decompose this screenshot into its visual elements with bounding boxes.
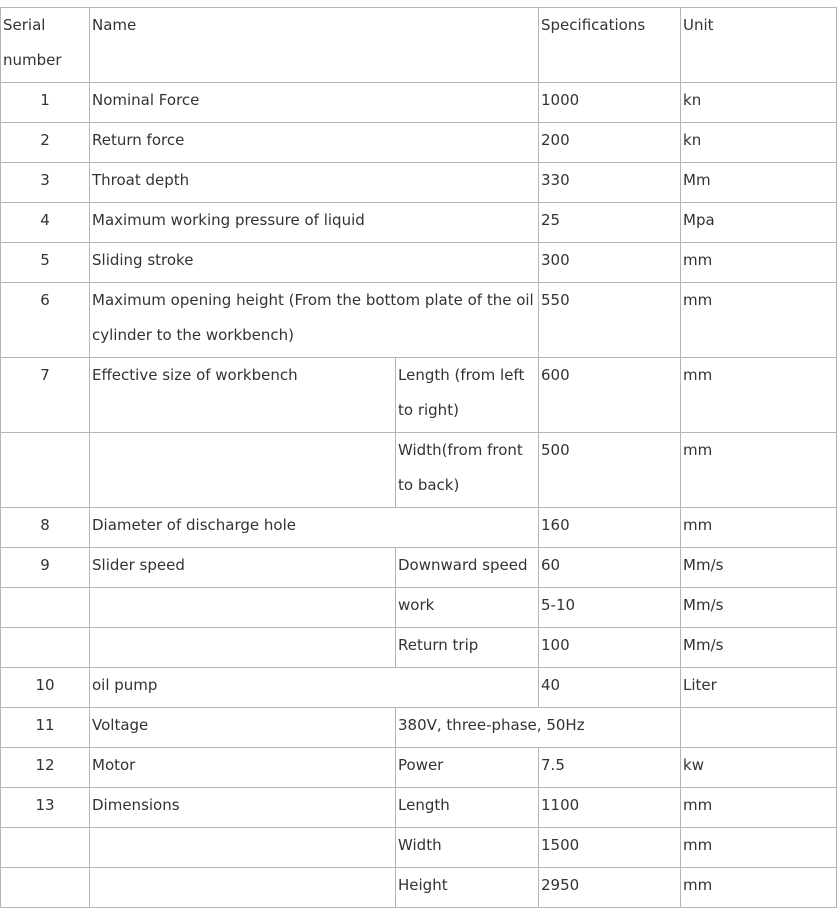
spec-cell: 2950 — [539, 868, 681, 908]
name-cell: Slider speed — [90, 548, 396, 588]
name-cell: Diameter of discharge hole — [90, 508, 539, 548]
unit-cell: mm — [681, 283, 837, 358]
unit-cell: mm — [681, 788, 837, 828]
table-row — [1, 868, 837, 908]
unit-cell: mm — [681, 243, 837, 283]
name-cell: oil pump — [90, 668, 539, 708]
spec-cell: 7.5 — [539, 748, 681, 788]
header-specifications: Specifications — [539, 8, 681, 83]
serial-cell: 5 — [1, 243, 90, 283]
table-row — [1, 548, 837, 588]
name-cell: Effective size of workbench — [90, 358, 396, 433]
sub-item-cell: Width(from front to back) — [396, 433, 539, 508]
unit-cell: Mm/s — [681, 628, 837, 668]
serial-cell: 12 — [1, 748, 90, 788]
spec-cell: 160 — [539, 508, 681, 548]
unit-cell: mm — [681, 508, 837, 548]
name-cell: Motor — [90, 748, 396, 788]
spec-cell: 60 — [539, 548, 681, 588]
spec-cell: 330 — [539, 163, 681, 203]
sub-item-cell: Height — [396, 868, 539, 908]
table-row — [1, 203, 837, 243]
name-cell: Throat depth — [90, 163, 539, 203]
serial-cell: 6 — [1, 283, 90, 358]
serial-cell — [1, 588, 90, 628]
unit-cell: Mpa — [681, 203, 837, 243]
header-unit: Unit — [681, 8, 837, 83]
unit-cell: Liter — [681, 668, 837, 708]
unit-cell: mm — [681, 828, 837, 868]
serial-cell: 3 — [1, 163, 90, 203]
table-row — [1, 668, 837, 708]
serial-cell: 7 — [1, 358, 90, 433]
table-row — [1, 788, 837, 828]
name-cell — [90, 868, 396, 908]
table-row — [1, 163, 837, 203]
name-cell — [90, 828, 396, 868]
spec-cell: 25 — [539, 203, 681, 243]
unit-cell: Mm — [681, 163, 837, 203]
table-row — [1, 588, 837, 628]
header-serial-number: Serial number — [1, 8, 90, 83]
sub-item-cell: Width — [396, 828, 539, 868]
serial-cell: 4 — [1, 203, 90, 243]
unit-cell: kn — [681, 123, 837, 163]
table-row — [1, 708, 837, 748]
name-cell: Voltage — [90, 708, 396, 748]
sub-item-cell: Return trip — [396, 628, 539, 668]
sub-item-cell: Length — [396, 788, 539, 828]
serial-cell — [1, 868, 90, 908]
table-row — [1, 628, 837, 668]
name-cell: Sliding stroke — [90, 243, 539, 283]
name-cell: Dimensions — [90, 788, 396, 828]
spec-cell: 40 — [539, 668, 681, 708]
table-row — [1, 243, 837, 283]
spec-cell: 500 — [539, 433, 681, 508]
spec-cell: 380V, three-phase, 50Hz — [396, 708, 681, 748]
spec-cell: 1100 — [539, 788, 681, 828]
serial-cell: 1 — [1, 83, 90, 123]
spec-cell: 1000 — [539, 83, 681, 123]
name-cell — [90, 588, 396, 628]
spec-cell: 1500 — [539, 828, 681, 868]
serial-cell: 10 — [1, 668, 90, 708]
serial-cell: 11 — [1, 708, 90, 748]
unit-cell: mm — [681, 433, 837, 508]
table-row — [1, 748, 837, 788]
name-cell — [90, 433, 396, 508]
table-row — [1, 433, 837, 508]
specifications-table — [0, 7, 837, 908]
header-name: Name — [90, 8, 539, 83]
serial-cell: 13 — [1, 788, 90, 828]
name-cell: Nominal Force — [90, 83, 539, 123]
unit-cell: mm — [681, 868, 837, 908]
unit-cell — [681, 708, 837, 748]
sub-item-cell: Power — [396, 748, 539, 788]
unit-cell: Mm/s — [681, 548, 837, 588]
name-cell: Return force — [90, 123, 539, 163]
table-row — [1, 508, 837, 548]
name-cell: Maximum opening height (From the bottom plate of the oil cylinder to the workbench) — [90, 283, 539, 358]
sub-item-cell: work — [396, 588, 539, 628]
spec-cell: 200 — [539, 123, 681, 163]
name-cell: Maximum working pressure of liquid — [90, 203, 539, 243]
spec-cell: 550 — [539, 283, 681, 358]
name-cell — [90, 628, 396, 668]
spec-cell: 600 — [539, 358, 681, 433]
sub-item-cell: Downward speed — [396, 548, 539, 588]
serial-cell: 8 — [1, 508, 90, 548]
unit-cell: mm — [681, 358, 837, 433]
unit-cell: kw — [681, 748, 837, 788]
table-header-row — [1, 8, 837, 83]
table-row — [1, 283, 837, 358]
serial-cell: 9 — [1, 548, 90, 588]
serial-cell: 2 — [1, 123, 90, 163]
unit-cell: kn — [681, 83, 837, 123]
table-row — [1, 358, 837, 433]
sub-item-cell: Length (from left to right) — [396, 358, 539, 433]
serial-cell — [1, 828, 90, 868]
table-row — [1, 83, 837, 123]
spec-cell: 100 — [539, 628, 681, 668]
table-row — [1, 828, 837, 868]
serial-cell — [1, 628, 90, 668]
spec-cell: 300 — [539, 243, 681, 283]
table-row — [1, 123, 837, 163]
unit-cell: Mm/s — [681, 588, 837, 628]
serial-cell — [1, 433, 90, 508]
spec-cell: 5-10 — [539, 588, 681, 628]
